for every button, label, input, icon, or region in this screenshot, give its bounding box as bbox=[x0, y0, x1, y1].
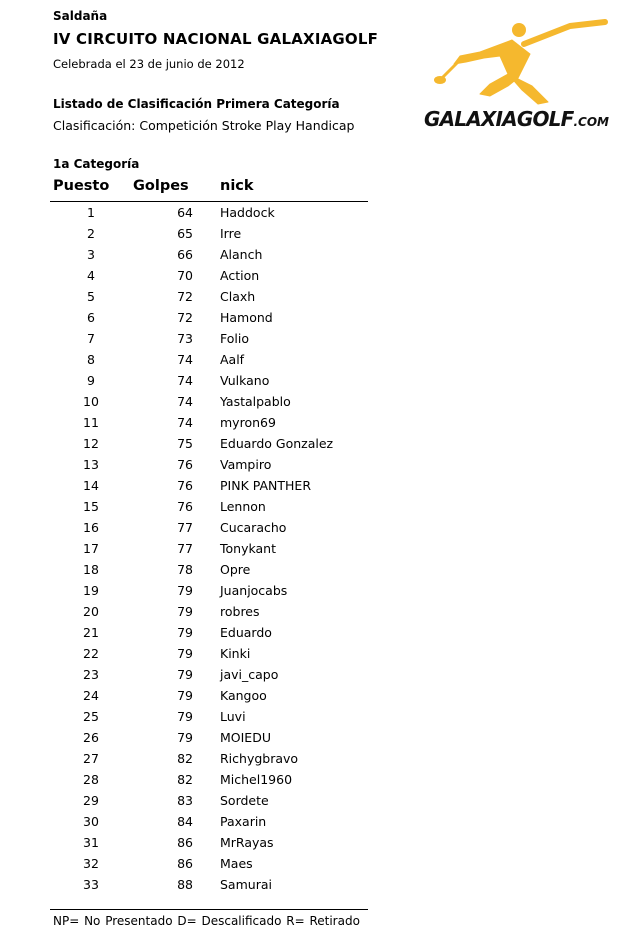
cell-puesto: 32 bbox=[83, 856, 99, 871]
cell-nick: Action bbox=[220, 268, 260, 283]
cell-puesto: 10 bbox=[83, 394, 99, 409]
table-row bbox=[53, 664, 368, 685]
cell-nick: Juanjocabs bbox=[220, 583, 288, 598]
classification-type: Clasificación: Competición Stroke Play Handicap bbox=[53, 118, 355, 133]
cell-nick: myron69 bbox=[220, 415, 276, 430]
table-row bbox=[53, 538, 368, 559]
event-date: Celebrada el 23 de junio de 2012 bbox=[53, 57, 245, 71]
cell-puesto: 20 bbox=[83, 604, 99, 619]
legend-divider bbox=[50, 909, 368, 910]
cell-puesto: 29 bbox=[83, 793, 99, 808]
cell-golpes: 78 bbox=[177, 562, 193, 577]
cell-puesto: 14 bbox=[83, 478, 99, 493]
cell-puesto: 9 bbox=[87, 373, 95, 388]
cell-puesto: 24 bbox=[83, 688, 99, 703]
cell-puesto: 33 bbox=[83, 877, 99, 892]
table-row bbox=[53, 286, 368, 307]
table-row bbox=[53, 391, 368, 412]
cell-puesto: 6 bbox=[87, 310, 95, 325]
table-row bbox=[53, 769, 368, 790]
cell-nick: Luvi bbox=[220, 709, 246, 724]
legend-text: NP= No Presentado D= Descalificado R= Retirado bbox=[53, 914, 360, 928]
cell-golpes: 64 bbox=[177, 205, 193, 220]
table-row bbox=[53, 244, 368, 265]
column-header-golpes: Golpes bbox=[133, 178, 189, 194]
cell-nick: Alanch bbox=[220, 247, 263, 262]
cell-golpes: 79 bbox=[177, 688, 193, 703]
table-row bbox=[53, 412, 368, 433]
golfer-swing-icon bbox=[420, 18, 620, 108]
table-row bbox=[53, 454, 368, 475]
cell-puesto: 19 bbox=[83, 583, 99, 598]
cell-golpes: 79 bbox=[177, 730, 193, 745]
listing-title: Listado de Clasificación Primera Categoría bbox=[53, 97, 340, 111]
cell-nick: Vulkano bbox=[220, 373, 270, 388]
cell-puesto: 5 bbox=[87, 289, 95, 304]
table-row bbox=[53, 496, 368, 517]
table-row bbox=[53, 622, 368, 643]
cell-nick: Vampiro bbox=[220, 457, 272, 472]
column-header-puesto: Puesto bbox=[53, 178, 110, 194]
cell-puesto: 12 bbox=[83, 436, 99, 451]
results-table bbox=[53, 202, 368, 895]
cell-golpes: 76 bbox=[177, 478, 193, 493]
cell-golpes: 88 bbox=[177, 877, 193, 892]
cell-puesto: 17 bbox=[83, 541, 99, 556]
cell-nick: Maes bbox=[220, 856, 253, 871]
table-row bbox=[53, 853, 368, 874]
table-row bbox=[53, 475, 368, 496]
table-row bbox=[53, 748, 368, 769]
cell-nick: Aalf bbox=[220, 352, 245, 367]
table-row bbox=[53, 706, 368, 727]
cell-nick: Irre bbox=[220, 226, 242, 241]
table-row bbox=[53, 874, 368, 895]
cell-puesto: 25 bbox=[83, 709, 99, 724]
cell-golpes: 79 bbox=[177, 583, 193, 598]
cell-puesto: 16 bbox=[83, 520, 99, 535]
cell-golpes: 79 bbox=[177, 709, 193, 724]
venue-name: Saldaña bbox=[53, 9, 108, 23]
cell-puesto: 3 bbox=[87, 247, 95, 262]
cell-nick: Michel1960 bbox=[220, 772, 293, 787]
cell-nick: Haddock bbox=[220, 205, 275, 220]
cell-golpes: 76 bbox=[177, 499, 193, 514]
table-row bbox=[53, 643, 368, 664]
galaxiagolf-logo bbox=[420, 18, 620, 133]
cell-nick: Hamond bbox=[220, 310, 273, 325]
cell-puesto: 28 bbox=[83, 772, 99, 787]
table-row bbox=[53, 832, 368, 853]
cell-puesto: 31 bbox=[83, 835, 99, 850]
cell-nick: Claxh bbox=[220, 289, 256, 304]
cell-golpes: 79 bbox=[177, 667, 193, 682]
table-row bbox=[53, 307, 368, 328]
cell-nick: javi_capo bbox=[220, 667, 279, 682]
cell-nick: Richygbravo bbox=[220, 751, 299, 766]
cell-golpes: 77 bbox=[177, 541, 193, 556]
cell-puesto: 30 bbox=[83, 814, 99, 829]
table-row bbox=[53, 517, 368, 538]
cell-nick: Paxarin bbox=[220, 814, 267, 829]
cell-golpes: 76 bbox=[177, 457, 193, 472]
cell-golpes: 79 bbox=[177, 625, 193, 640]
cell-golpes: 74 bbox=[177, 415, 193, 430]
cell-golpes: 82 bbox=[177, 772, 193, 787]
cell-puesto: 18 bbox=[83, 562, 99, 577]
table-header bbox=[53, 178, 368, 200]
column-header-nick: nick bbox=[220, 178, 254, 194]
cell-golpes: 86 bbox=[177, 856, 193, 871]
cell-nick: Kinki bbox=[220, 646, 251, 661]
cell-nick: MrRayas bbox=[220, 835, 274, 850]
cell-nick: PINK PANTHER bbox=[220, 478, 312, 493]
cell-puesto: 13 bbox=[83, 457, 99, 472]
cell-puesto: 21 bbox=[83, 625, 99, 640]
logo-wordmark: GALAXIAGOLF.COM bbox=[424, 107, 609, 131]
cell-golpes: 74 bbox=[177, 394, 193, 409]
cell-puesto: 4 bbox=[87, 268, 95, 283]
table-row bbox=[53, 328, 368, 349]
category-title: 1a Categoría bbox=[53, 157, 140, 171]
cell-nick: Eduardo bbox=[220, 625, 272, 640]
cell-golpes: 82 bbox=[177, 751, 193, 766]
cell-nick: Opre bbox=[220, 562, 251, 577]
table-row bbox=[53, 349, 368, 370]
cell-nick: Lennon bbox=[220, 499, 266, 514]
table-row bbox=[53, 223, 368, 244]
cell-nick: Folio bbox=[220, 331, 249, 346]
cell-puesto: 26 bbox=[83, 730, 99, 745]
cell-puesto: 7 bbox=[87, 331, 95, 346]
cell-golpes: 74 bbox=[177, 373, 193, 388]
cell-golpes: 65 bbox=[177, 226, 193, 241]
table-row bbox=[53, 559, 368, 580]
cell-nick: Yastalpablo bbox=[220, 394, 291, 409]
cell-golpes: 83 bbox=[177, 793, 193, 808]
cell-puesto: 11 bbox=[83, 415, 99, 430]
table-row bbox=[53, 790, 368, 811]
cell-golpes: 77 bbox=[177, 520, 193, 535]
table-row bbox=[53, 370, 368, 391]
cell-puesto: 27 bbox=[83, 751, 99, 766]
cell-nick: Kangoo bbox=[220, 688, 267, 703]
cell-nick: Cucaracho bbox=[220, 520, 287, 535]
cell-golpes: 86 bbox=[177, 835, 193, 850]
table-row bbox=[53, 685, 368, 706]
table-row bbox=[53, 265, 368, 286]
tournament-title: IV CIRCUITO NACIONAL GALAXIAGOLF bbox=[53, 30, 379, 48]
table-row bbox=[53, 202, 368, 223]
table-row bbox=[53, 601, 368, 622]
cell-golpes: 75 bbox=[177, 436, 193, 451]
cell-nick: Samurai bbox=[220, 877, 272, 892]
cell-nick: MOIEDU bbox=[220, 730, 271, 745]
cell-golpes: 72 bbox=[177, 289, 193, 304]
table-row bbox=[53, 811, 368, 832]
cell-puesto: 2 bbox=[87, 226, 95, 241]
cell-golpes: 74 bbox=[177, 352, 193, 367]
cell-nick: Eduardo Gonzalez bbox=[220, 436, 334, 451]
cell-golpes: 73 bbox=[177, 331, 193, 346]
cell-puesto: 22 bbox=[83, 646, 99, 661]
cell-nick: Tonykant bbox=[220, 541, 276, 556]
cell-puesto: 15 bbox=[83, 499, 99, 514]
cell-nick: robres bbox=[220, 604, 260, 619]
table-row bbox=[53, 433, 368, 454]
cell-nick: Sordete bbox=[220, 793, 269, 808]
cell-golpes: 79 bbox=[177, 604, 193, 619]
table-row bbox=[53, 580, 368, 601]
cell-puesto: 1 bbox=[87, 205, 95, 220]
cell-puesto: 23 bbox=[83, 667, 99, 682]
cell-golpes: 84 bbox=[177, 814, 193, 829]
cell-golpes: 72 bbox=[177, 310, 193, 325]
table-row bbox=[53, 727, 368, 748]
cell-golpes: 66 bbox=[177, 247, 193, 262]
cell-golpes: 79 bbox=[177, 646, 193, 661]
cell-puesto: 8 bbox=[87, 352, 95, 367]
cell-golpes: 70 bbox=[177, 268, 193, 283]
